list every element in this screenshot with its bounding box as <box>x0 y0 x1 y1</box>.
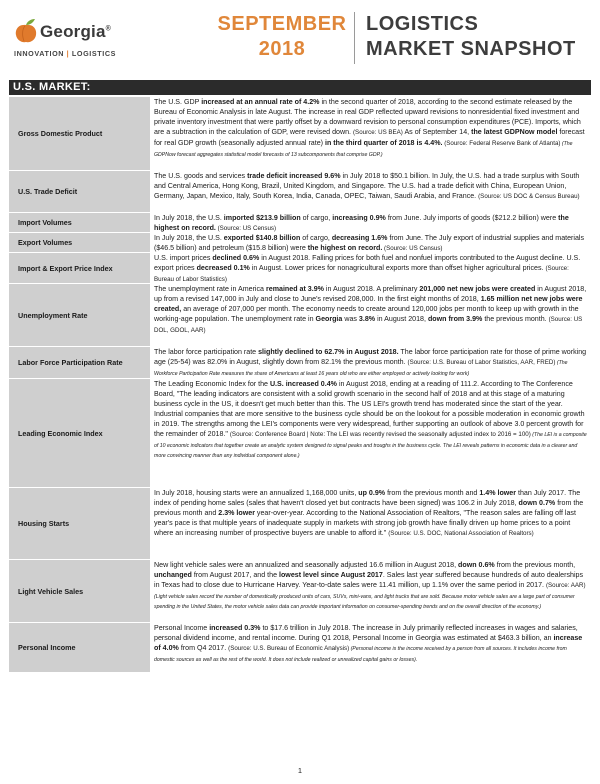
body-text: forecast for real GDP growth (seasonally adjusted annual rate) <box>154 128 585 147</box>
indicator-label: U.S. Trade Deficit <box>9 171 150 212</box>
source-text: (Source: AAR) <box>545 582 586 589</box>
source-text: (Source: US DOC & Census Bureau) <box>478 193 580 200</box>
highlight-text: down from 3.9% <box>427 315 483 323</box>
source-text: (Source: US Census) <box>215 225 277 232</box>
indicator-description <box>150 347 591 378</box>
indicator-description <box>150 284 591 346</box>
body-text: New light vehicle sales were an annualized and seasonally adjusted 16.6 million in August 2018, <box>154 561 459 569</box>
indicator-row <box>9 560 591 623</box>
highlight-text: down 0.7% <box>518 499 556 507</box>
highlight-text: slightly declined to 62.7% in August 2018. <box>258 348 399 356</box>
body-text: of cargo, <box>300 214 333 222</box>
indicator-label: Export Volumes <box>9 233 150 252</box>
body-text: in August 2018. Falling prices for both fuel and nonfuel imports contributed to the August decline. U.S. export prices <box>154 254 581 272</box>
highlight-text: 2.3% lower <box>218 509 255 517</box>
body-text: from the previous month, <box>494 561 576 569</box>
body-text: than July 2017. The index of pending home sales (sales that haven't closed yet but contracts have been signed) was 106.2 in July 2018, <box>154 489 581 507</box>
highlight-text: 201,000 net new jobs were created <box>419 285 536 293</box>
highlight-text: the highest on record. <box>154 214 569 232</box>
indicator-row <box>9 213 591 233</box>
body-text: In July 2018, housing starts were an annualized 1,168,000 units, <box>154 489 359 497</box>
indicator-row <box>9 379 591 488</box>
body-text: The labor force participation rate <box>154 348 259 356</box>
body-text: The unemployment rate in America <box>154 285 266 293</box>
body-text: Personal Income <box>154 624 210 632</box>
source-text: (Source: US Census) <box>382 245 443 252</box>
body-text: The labor force participation rate for those of prime working age (25-54) was 82.0% in August, slightly down from 82.1% the previous month. <box>154 348 587 366</box>
indicator-description <box>150 623 591 672</box>
highlight-text: trade deficit increased 9.6% <box>247 172 341 180</box>
indicator-description <box>150 233 591 252</box>
body-text: was <box>342 315 359 323</box>
indicator-row <box>9 488 591 560</box>
body-text: to $17.6 trillion in July 2018. The increase in July primarily reflected increases in wages and salaries, personal dividend income, and rental income. During Q1 2018, Personal Income in Georgia was estimated at $463.3 billion, an <box>154 624 578 642</box>
indicator-label: Gross Domestic Product <box>9 97 150 170</box>
indicator-row <box>9 171 591 213</box>
body-text: In July 2018, the U.S. <box>154 214 224 222</box>
body-text: in August 2018. A preliminary <box>323 285 420 293</box>
indicator-description <box>150 488 591 559</box>
section-header-us-market: U.S. MARKET: <box>9 80 591 95</box>
highlight-text: exported $140.8 billion <box>223 234 301 242</box>
source-text: (Source: Federal Reserve Bank of Atlanta) <box>442 140 561 147</box>
body-text: The U.S. goods and services <box>154 172 248 180</box>
highlight-text: 3.8% <box>358 315 376 323</box>
body-text: The U.S. GDP <box>154 98 202 106</box>
peach-icon <box>14 18 38 44</box>
indicator-table <box>9 97 591 673</box>
source-text: (Source: U.S. Bureau of Labor Statistics, AAR, FRED) <box>407 359 556 366</box>
indicator-description <box>150 97 591 170</box>
indicator-row <box>9 623 591 673</box>
highlight-text: declined 0.6% <box>212 254 260 262</box>
body-text: in August 2018, <box>375 315 428 323</box>
indicator-label: Light Vehicle Sales <box>9 560 150 622</box>
body-text: an average of 207,000 per month. The economy needs to create around 120,000 jobs per month to keep up with growth in the working-age population. The unemployment rate in <box>154 305 579 323</box>
body-text: from August 2017, and the <box>191 571 279 579</box>
report-title: LOGISTICS MARKET SNAPSHOT <box>366 13 576 60</box>
source-text: (Source: US BEA) <box>353 129 403 136</box>
header-divider <box>354 12 355 64</box>
highlight-text: increased 0.3% <box>209 624 261 632</box>
body-text: the previous month. <box>482 315 549 323</box>
source-text: (Source: US DOL, GDOL, AAR) <box>154 316 583 334</box>
indicator-description <box>150 560 591 622</box>
body-text: in August 2018, up from a revised 147,000 in July and close to June's revised 208,000. In the first eight months of 2018, <box>154 285 587 303</box>
body-text: from the previous month and <box>154 499 584 517</box>
body-text: year-over-year. According to the National Association of Realtors, "The reason sales are falling off last year's pace is that multiple years of inadequate supply in markets with strong job growth have finally driven up home prices to a point where an increasing number of prospective buyers are unable to afford it." <box>154 509 576 537</box>
indicator-row <box>9 284 591 347</box>
source-text: (Source: Conference Board | Note: The LEI was recently revised the seasonally adjusted index to 2016 = 100) <box>229 431 531 438</box>
body-text: in August 2018, ending at a reading of 111.2. According to The Conference Board, "The leading indicators are consistent with a solid growth scenario in the second half of 2018 and at this stage of a maturing business cycle in the US, it doesn't get much better than this. The US LEI's growth trend has moderated since the start of the year. Industrial companies that are more sensitive to the business cycle should be on the lookout for a possible moderation in economic growth in 2019. The strengths among the LEI's components were very widespread, further supporting an outlook of above 3.0 percent growth for the remainder of 2018." <box>154 380 585 438</box>
highlight-text: increased at an annual rate of 4.2% <box>201 98 320 106</box>
indicator-label: Unemployment Rate <box>9 284 150 346</box>
highlight-text: down 0.6% <box>458 561 495 569</box>
highlight-text: the highest on record. <box>307 244 383 252</box>
body-text: from the previous month and <box>385 489 480 497</box>
highlight-text: lowest level since August 2017 <box>279 571 383 579</box>
body-text: of cargo, <box>300 234 332 242</box>
indicator-row <box>9 253 591 284</box>
highlight-text: Georgia <box>315 315 343 323</box>
indicator-row <box>9 97 591 171</box>
georgia-logo <box>14 12 132 66</box>
page-header <box>0 0 600 76</box>
highlight-text: U.S. increased 0.4% <box>269 380 337 388</box>
highlight-text: unchanged <box>154 571 192 579</box>
body-text: U.S. import prices <box>154 254 213 262</box>
body-text: . Sales last year suffered because hundreds of auto dealerships in Texas had to close due to Hurricane Harvey. Year-to-date sales were 11.41 million, up 1.1% over the same period in 2017. <box>154 571 584 589</box>
indicator-label: Labor Force Participation Rate <box>9 347 150 378</box>
highlight-text: imported $213.9 billion <box>223 214 301 222</box>
body-text: from June. The July export of industrial supplies and materials ($46.5 billion) and petroleum ($15.8 billion) were <box>154 234 585 252</box>
body-text: from June. July imports of goods ($212.2 billion) were <box>385 214 559 222</box>
indicator-description <box>150 171 591 212</box>
highlight-text: decreased 0.1% <box>196 264 250 272</box>
body-text: In July 2018, the U.S. <box>154 234 224 242</box>
highlight-text: remained at 3.9% <box>265 285 324 293</box>
highlight-text: the latest GDPNow model <box>471 128 558 136</box>
body-text: As of September 14, <box>402 128 472 136</box>
page-number: 1 <box>297 766 303 775</box>
highlight-text: up 0.9% <box>358 489 386 497</box>
body-text: from Q4 2017. <box>178 644 229 652</box>
highlight-text: 1.4% lower <box>479 489 517 497</box>
indicator-row <box>9 347 591 379</box>
indicator-label: Housing Starts <box>9 488 150 559</box>
body-text: in July 2018 to $50.1 billion. In July, the U.S. had a trade surplus with South and Central America, Hong Kong, Brazil, United Kingdom, and Singapore. The U.S. had a trade deficit with China, European Union, Germany, Japan, Mexico, Italy, South Korea, India, Canada, OPEC, Taiwan, Saudi Arabia, and France. <box>154 172 580 200</box>
indicator-description <box>150 253 591 283</box>
body-text: The Leading Economic Index for the <box>154 380 270 388</box>
report-month: SEPTEMBER 2018 <box>217 13 347 60</box>
highlight-text: 1.65 million net new jobs were created, <box>154 295 583 313</box>
indicator-description <box>150 379 591 487</box>
source-text: (Source: U.S. DOC, National Association of Realtors) <box>388 530 534 537</box>
indicator-description <box>150 213 591 232</box>
note-text: (The GDPNow forecast aggregates statistical model forecasts of 13 subcomponents that comprise GDP.) <box>154 141 573 158</box>
source-text: (Source: U.S. Bureau of Economic Analysis) <box>228 645 350 652</box>
note-text: (The Workforce Participation Rate measures the share of Americans at least 16 years old who are either employed or actively looking for work) <box>154 360 568 377</box>
logo-wordmark: Georgia® <box>40 22 111 41</box>
indicator-label: Import Volumes <box>9 213 150 232</box>
indicator-label: Leading Economic Index <box>9 379 150 487</box>
highlight-text: increase of 4.0% <box>154 634 583 652</box>
highlight-text: increasing 0.9% <box>332 214 386 222</box>
highlight-text: in the third quarter of 2018 is 4.4%. <box>325 139 443 147</box>
body-text: in the second quarter of 2018, according to the second estimate released by the Bureau of Economic Analysis in late August. The increase in real GDP reflected upward revisions to nonresidential fixed investment and private inventory investment that were partly offset by a downward revision to personal consumption expenditures (PCE). Imports, which are a subtraction in the calculation of GDP, were revised down. <box>154 98 581 136</box>
indicator-label: Import & Export Price Index <box>9 253 150 283</box>
indicator-label: Personal Income <box>9 623 150 672</box>
indicator-row <box>9 233 591 253</box>
highlight-text: decreasing 1.6% <box>331 234 388 242</box>
body-text: in August. Lower prices for nonagricultural exports more than offset higher agricultural prices. <box>249 264 546 272</box>
logo-tagline: INNOVATION | LOGISTICS <box>14 49 117 58</box>
source-text: (Source: Bureau of Labor Statistics) <box>154 265 569 283</box>
note-text: (Light vehicle sales record the number of domestically produced units of cars, SUVs, mini-vans, and light trucks that are sold. Because motor vehicle sales are a large part of consumer spending in the United States, the motor vehicle sales data can provide important information on consumer-spending trends and on the overall direction of the economy.) <box>154 594 575 610</box>
note-text: (The LEI is a composite of 10 economic indicators that together create an analytic system designed to signal peaks and troughs in the business cycle. The LEI reveals patterns in economic data in a clearer and more convincing manner than any individual component alone.) <box>154 432 587 459</box>
note-text: (Personal income is the income received by a person from all sources. It includes income from domestic sources as well as the rest of the world. It does not include realized or unrealized capital gains or losses). <box>154 646 567 663</box>
